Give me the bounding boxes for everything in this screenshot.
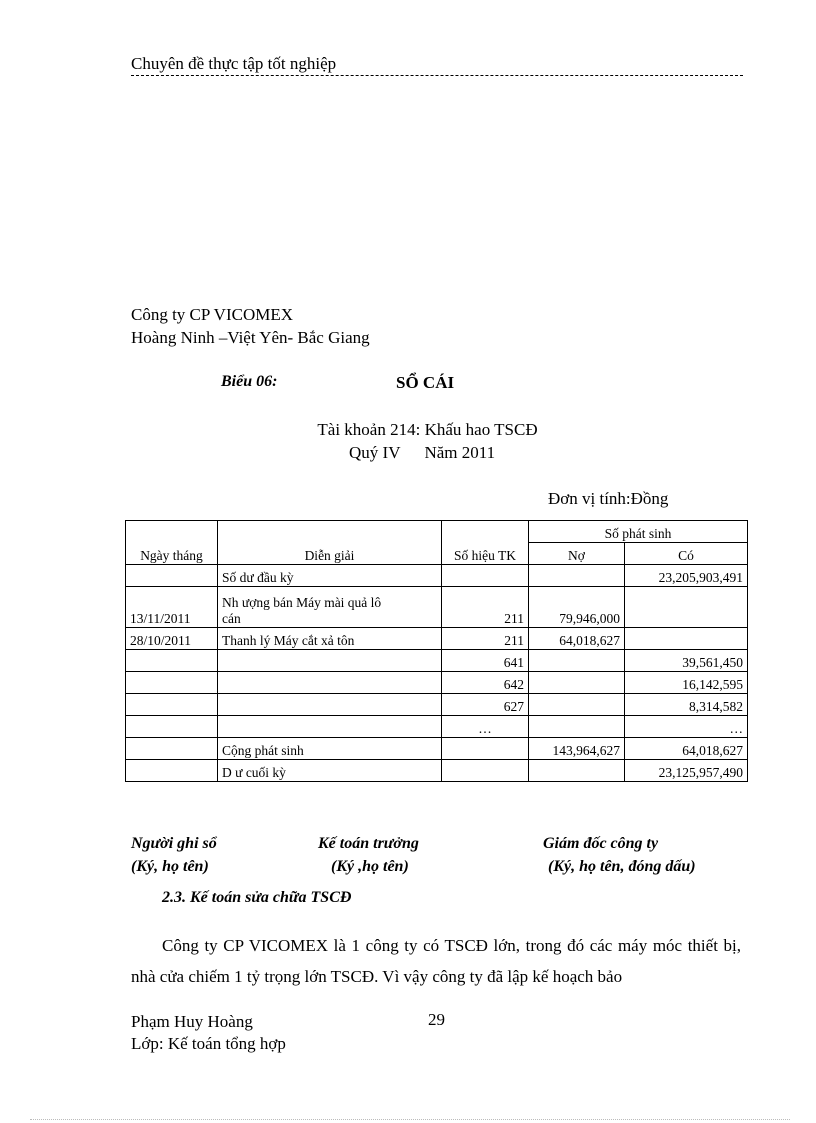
period-line	[349, 443, 495, 463]
cell-debit	[529, 672, 625, 694]
currency-unit: Đơn vị tính:Đồng	[548, 489, 669, 508]
company-name: Công ty CP VICOMEX	[131, 305, 293, 324]
cell-date	[126, 672, 218, 694]
cell-debit	[529, 694, 625, 716]
header-credit: Có	[625, 543, 748, 565]
cell-credit: …	[625, 716, 748, 738]
cell-description	[218, 587, 442, 628]
signature-chief-note: (Ký ,họ tên)	[331, 858, 409, 875]
cell-debit: 143,964,627	[529, 738, 625, 760]
cell-debit	[529, 650, 625, 672]
cell-account	[442, 565, 529, 587]
header-account: Số hiệu TK	[442, 521, 529, 565]
quarter: Quý IV	[349, 443, 401, 462]
cell-description: Thanh lý Máy cắt xả tôn	[218, 628, 442, 650]
cell-account: 627	[442, 694, 529, 716]
cell-account	[442, 738, 529, 760]
table-row	[126, 738, 748, 760]
signature-recorder-note: (Ký, họ tên)	[131, 858, 209, 875]
description-line: Nh ượng bán Máy mài quả lô	[222, 595, 382, 610]
paragraph-text: Công ty CP VICOMEX là 1 công ty có TSCĐ lớn, trong đó các máy móc thiết bị, nhà cửa chiếm 1 tỷ trọng lớn TSCĐ. Vì vậy công ty đã lập kế hoạch bảo	[131, 936, 741, 986]
header-description: Diễn giải	[218, 521, 442, 565]
body-paragraph	[131, 930, 741, 992]
cell-description: D ư cuối kỳ	[218, 760, 442, 782]
section-heading: 2.3. Kế toán sửa chữa TSCĐ	[162, 889, 352, 906]
cell-credit: 64,018,627	[625, 738, 748, 760]
cell-credit: 23,125,957,490	[625, 760, 748, 782]
cell-date	[126, 650, 218, 672]
cell-date: 13/11/2011	[126, 587, 218, 628]
cell-account	[442, 760, 529, 782]
cell-account: 641	[442, 650, 529, 672]
header-amount: Số phát sinh	[529, 521, 748, 543]
table-row	[126, 716, 748, 738]
cell-credit: 23,205,903,491	[625, 565, 748, 587]
cell-account: 642	[442, 672, 529, 694]
cell-date: 28/10/2011	[126, 628, 218, 650]
cell-description	[218, 650, 442, 672]
footer-class: Lớp: Kế toán tổng hợp	[131, 1034, 286, 1053]
table-row	[126, 628, 748, 650]
table-row	[126, 587, 748, 628]
table-row	[126, 672, 748, 694]
cell-debit: 64,018,627	[529, 628, 625, 650]
cell-credit	[625, 628, 748, 650]
form-label: Biểu 06:	[221, 373, 278, 390]
cell-account: …	[442, 716, 529, 738]
header-divider	[131, 75, 743, 76]
signature-recorder: Người ghi sổ	[131, 835, 217, 852]
cell-debit	[529, 716, 625, 738]
cell-date	[126, 565, 218, 587]
cell-date	[126, 694, 218, 716]
description-line: cán	[222, 611, 241, 626]
ledger-title: SỔ CÁI	[396, 373, 455, 392]
page-bottom-divider	[30, 1119, 790, 1120]
page-number: 29	[428, 1010, 445, 1029]
company-address: Hoàng Ninh –Việt Yên- Bắc Giang	[131, 328, 370, 347]
cell-account: 211	[442, 587, 529, 628]
signature-director: Giám đốc công ty	[543, 835, 659, 852]
cell-credit: 39,561,450	[625, 650, 748, 672]
cell-description	[218, 672, 442, 694]
cell-date	[126, 716, 218, 738]
cell-credit: 16,142,595	[625, 672, 748, 694]
header-debit: Nợ	[529, 543, 625, 565]
signature-chief-accountant: Kế toán trưởng	[318, 835, 419, 852]
table-row	[126, 565, 748, 587]
table-row	[126, 760, 748, 782]
cell-date	[126, 760, 218, 782]
cell-description	[218, 716, 442, 738]
cell-account: 211	[442, 628, 529, 650]
cell-description: Số dư đầu kỳ	[218, 565, 442, 587]
cell-debit	[529, 565, 625, 587]
cell-credit: 8,314,582	[625, 694, 748, 716]
cell-debit	[529, 760, 625, 782]
account-line: Tài khoản 214: Khấu hao TSCĐ	[317, 420, 538, 439]
table-row	[126, 650, 748, 672]
signature-director-note: (Ký, họ tên, đóng dấu)	[548, 858, 696, 875]
table-row	[126, 694, 748, 716]
cell-description	[218, 694, 442, 716]
document-header: Chuyên đề thực tập tốt nghiệp	[131, 54, 337, 73]
cell-credit	[625, 587, 748, 628]
footer-author: Phạm Huy Hoàng	[131, 1012, 253, 1031]
cell-date	[126, 738, 218, 760]
cell-debit: 79,946,000	[529, 587, 625, 628]
cell-description: Cộng phát sinh	[218, 738, 442, 760]
ledger-table	[125, 520, 748, 782]
year: Năm 2011	[424, 443, 496, 462]
header-date: Ngày tháng	[126, 521, 218, 565]
